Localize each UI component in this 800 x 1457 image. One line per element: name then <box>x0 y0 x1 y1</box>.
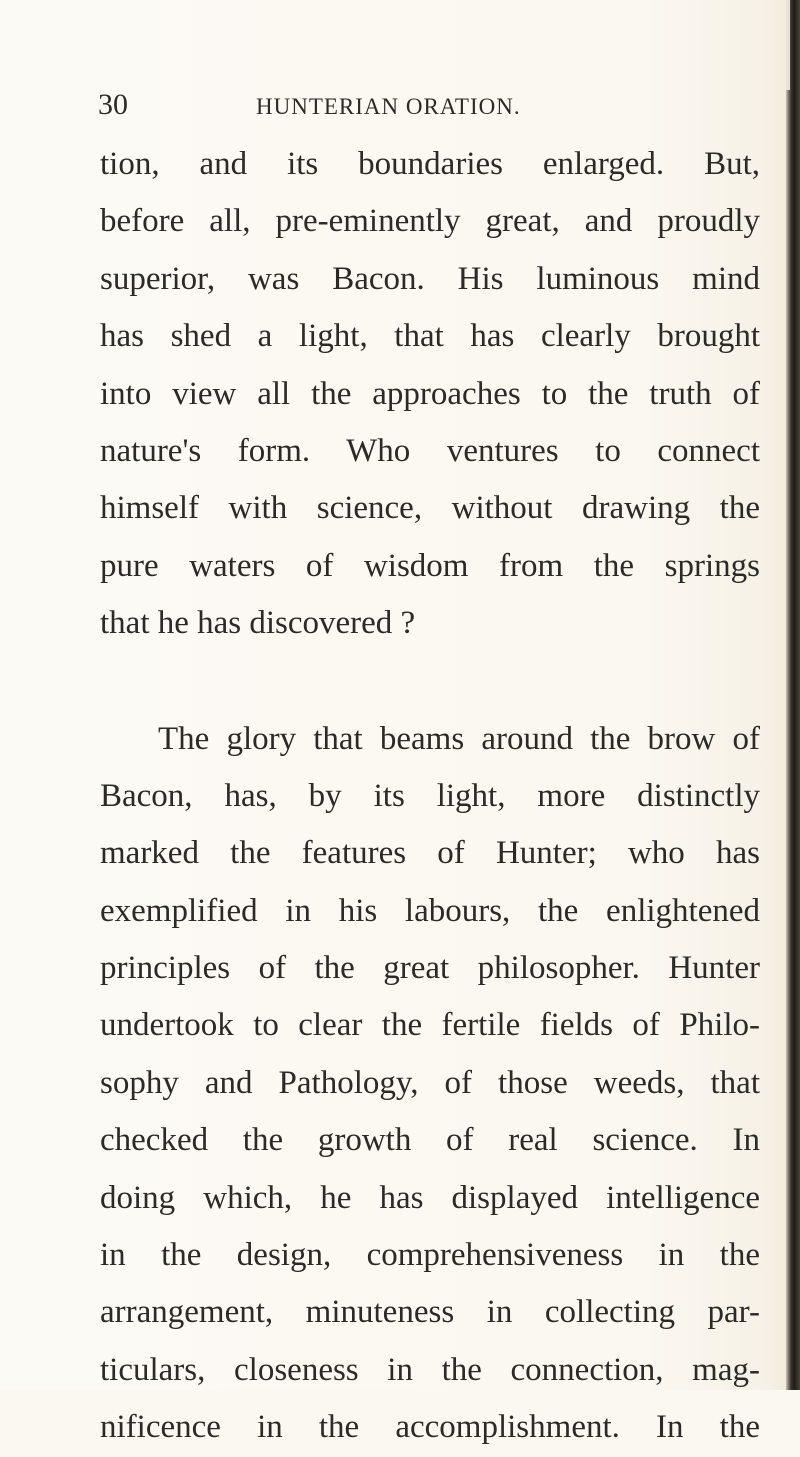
text-line: in the design, comprehensiveness in the <box>100 1237 760 1274</box>
text-line: nificence in the accomplishment. In the <box>100 1409 760 1446</box>
text-line: nature's form. Who ventures to connect <box>100 432 760 469</box>
edge-highlight <box>786 0 790 90</box>
text-line: into view all the approaches to the truth of <box>100 375 760 412</box>
paragraph-2 <box>100 711 760 1457</box>
text-line: principles of the great philosopher. Hunter <box>100 950 760 987</box>
text-line: Bacon, has, by its light, more distinctly <box>100 777 760 814</box>
page-number: 30 <box>98 88 128 121</box>
body-text <box>100 136 760 1457</box>
text-line: pure waters of wisdom from the springs <box>100 547 760 584</box>
text-line: undertook to clear the fertile fields of Philo- <box>100 1007 760 1044</box>
text-line: himself with science, without drawing the <box>100 490 760 527</box>
text-line: arrangement, minuteness in collecting par- <box>100 1294 760 1331</box>
text-line: marked the features of Hunter; who has <box>100 835 760 872</box>
text-line: doing which, he has displayed intelligence <box>100 1179 760 1216</box>
text-line: has shed a light, that has clearly brought <box>100 318 760 355</box>
running-head: HUNTERIAN ORATION. <box>256 94 521 119</box>
text-line: exemplified in his labours, the enlightened <box>100 892 760 929</box>
text-line: before all, pre-eminently great, and proudly <box>100 203 760 240</box>
page-binding-edge <box>786 0 800 1390</box>
text-line: checked the growth of real science. In <box>100 1122 760 1159</box>
text-line: superior, was Bacon. His luminous mind <box>100 260 760 297</box>
paragraph-gap <box>100 653 760 711</box>
paragraph-1 <box>100 136 760 653</box>
text-line: sophy and Pathology, of those weeds, that <box>100 1064 760 1101</box>
text-line: that he has discovered ? <box>100 605 416 642</box>
text-line: The glory that beams around the brow of <box>158 720 760 757</box>
page-header <box>0 88 800 128</box>
text-line: ticulars, closeness in the connection, mag- <box>100 1351 760 1388</box>
text-line: tion, and its boundaries enlarged. But, <box>100 146 760 182</box>
